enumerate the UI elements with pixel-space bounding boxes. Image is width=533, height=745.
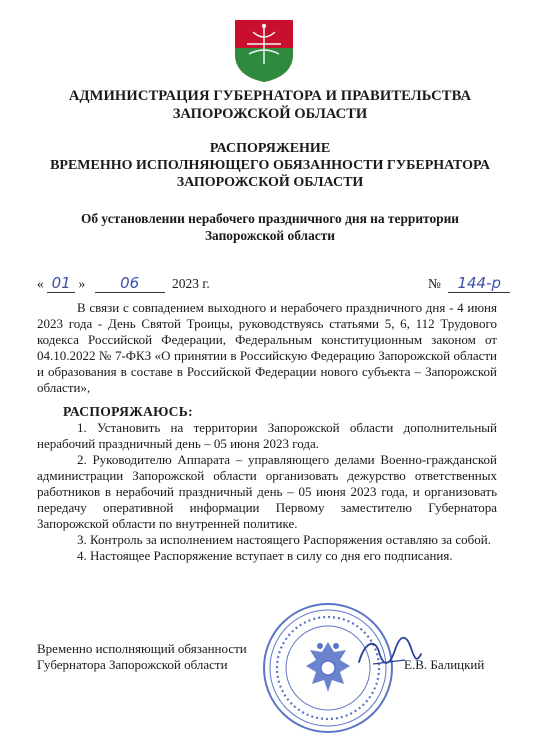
order-item-4: 4. Настоящее Распоряжение вступает в силу со дня его подписания. [77, 548, 453, 563]
document-issuer-line1: ВРЕМЕННО ИСПОЛНЯЮЩЕГО ОБЯЗАННОСТИ ГУБЕРНАТОРА [50, 158, 490, 173]
order-item-1: 1. Установить на территории Запорожской области дополнительный нерабочий праздничный день – 05 июня 2023 года. [37, 420, 497, 451]
signatory-position-line1: Временно исполняющий обязанности [37, 641, 247, 656]
document-issuer-line2: ЗАПОРОЖСКОЙ ОБЛАСТИ [176, 175, 364, 190]
order-items [37, 420, 497, 564]
order-heading: РАСПОРЯЖАЮСЬ: [63, 404, 193, 419]
signatory-name: Е.В. Балицкий [404, 657, 485, 672]
date-close-quote: » [78, 276, 86, 291]
organization-name-line1: АДМИНИСТРАЦИЯ ГУБЕРНАТОРА И ПРАВИТЕЛЬСТВА [68, 88, 472, 104]
order-item-2: 2. Руководителю Аппарата – управляющего делами Военно-гражданской администрации Запорожской области организовать дежурство ответственных работников в нерабочий праздничный день – 05 июня 2023 года, и организовать передачу оперативной информации Первому заместителю Губернатора Запорожской области по внутренней политике. [37, 452, 497, 531]
organization-name-line2: ЗАПОРОЖСКОЙ ОБЛАСТИ [172, 106, 368, 122]
signatory-position-line2: Губернатора Запорожской области [37, 657, 228, 672]
document-date [37, 274, 210, 293]
preamble-paragraph: В связи с совпадением выходного и нерабочего праздничного дня - 4 июня 2023 года - День Святой Троицы, руководствуясь статьями 5, 6, 112 Трудового кодекса Российской Федерации, Федеральным конституционным законом от 04.10.2022 № 7-ФКЗ «О принятии в Российскую Федерацию Запорожской области и образования в составе в Российской Федерации нового субъекта – Запорожской области», [37, 300, 497, 395]
date-year: 2023 г. [172, 276, 210, 291]
document-number [428, 274, 510, 293]
document-subject-line2: Запорожской области [204, 228, 335, 243]
date-month: 06 [95, 274, 165, 293]
date-day: 01 [47, 274, 75, 293]
coat-of-arms-icon [231, 18, 297, 84]
document-subject-line1: Об установлении нерабочего праздничного дня на территории [80, 211, 460, 226]
order-item-3: 3. Контроль за исполнением настоящего Распоряжения оставляю за собой. [77, 532, 491, 547]
document-type: РАСПОРЯЖЕНИЕ [209, 141, 331, 156]
date-open-quote: « [37, 276, 44, 291]
number-label: № [428, 276, 441, 291]
number-value: 144-р [448, 274, 510, 293]
